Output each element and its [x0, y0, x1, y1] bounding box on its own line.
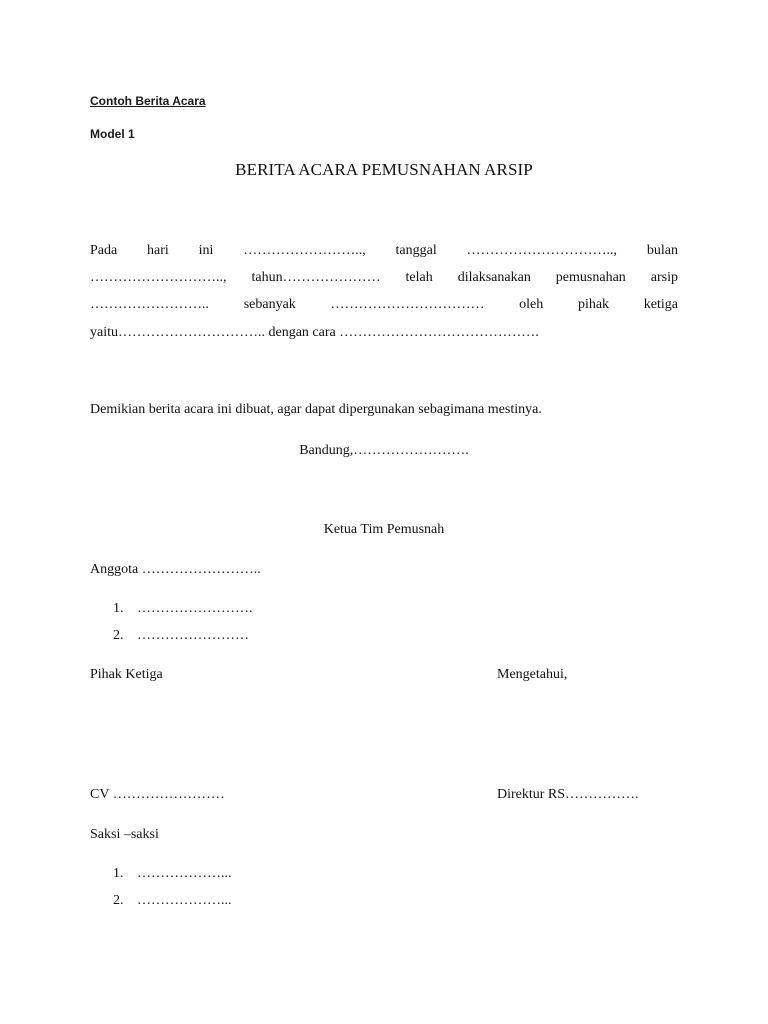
- list-item: [113, 628, 249, 644]
- paragraph-line-1: [90, 243, 678, 259]
- list-item: [113, 866, 232, 882]
- list-blank: ………………...: [137, 866, 232, 881]
- word: dilaksanakan: [457, 270, 531, 285]
- list-number: 1.: [113, 601, 124, 616]
- word: telah: [405, 270, 433, 285]
- document-title: BERITA ACARA PEMUSNAHAN ARSIP: [235, 160, 533, 179]
- company-signature-line: CV ……………………: [90, 787, 225, 802]
- paragraph-line-2: [90, 270, 678, 286]
- word: sebanyak: [243, 297, 296, 312]
- list-number: 1.: [113, 866, 124, 881]
- list-blank: ………………...: [137, 893, 232, 908]
- word: pihak: [577, 297, 610, 312]
- third-party-heading: Pihak Ketiga: [90, 667, 163, 682]
- blank-archive: ……………………..: [90, 297, 209, 312]
- model-label: Model 1: [90, 127, 135, 141]
- list-blank: ……………………: [137, 628, 249, 643]
- word: arsip: [650, 270, 678, 285]
- word: tanggal: [395, 243, 437, 258]
- word: oleh: [519, 297, 544, 312]
- blank-year: tahun…………………: [251, 270, 381, 285]
- list-item: [113, 601, 253, 617]
- word: ini: [198, 243, 214, 258]
- list-number: 2.: [113, 628, 124, 643]
- acknowledged-heading: Mengetahui,: [497, 667, 568, 682]
- witnesses-label: Saksi –saksi: [90, 827, 159, 842]
- paragraph-line-4: yaitu………………………….. dengan cara …………………………………….: [90, 325, 539, 340]
- paragraph-line-3: [90, 297, 678, 313]
- blank-date: …………………………..,: [466, 243, 618, 258]
- members-label: Anggota ……………………..: [90, 562, 261, 577]
- word: hari: [147, 243, 169, 258]
- blank-amount: ……………………………: [330, 297, 485, 312]
- chair-title: Ketua Tim Pemusnah: [323, 522, 445, 537]
- word: pemusnahan: [555, 270, 626, 285]
- place-date: Bandung,…………………….: [299, 443, 469, 458]
- word: bulan: [646, 243, 678, 258]
- list-blank: …………………….: [137, 601, 253, 616]
- list-number: 2.: [113, 893, 124, 908]
- blank-day: ……………………..,: [243, 243, 366, 258]
- director-signature-line: Direktur RS…………….: [497, 787, 639, 802]
- list-item: [113, 893, 232, 909]
- example-label: Contoh Berita Acara: [90, 94, 206, 108]
- word: ketiga: [643, 297, 678, 312]
- blank-month: ………………………..,: [90, 270, 227, 285]
- word: Pada: [90, 243, 118, 258]
- closing-statement: Demikian berita acara ini dibuat, agar dapat dipergunakan sebagimana mestinya.: [90, 402, 542, 417]
